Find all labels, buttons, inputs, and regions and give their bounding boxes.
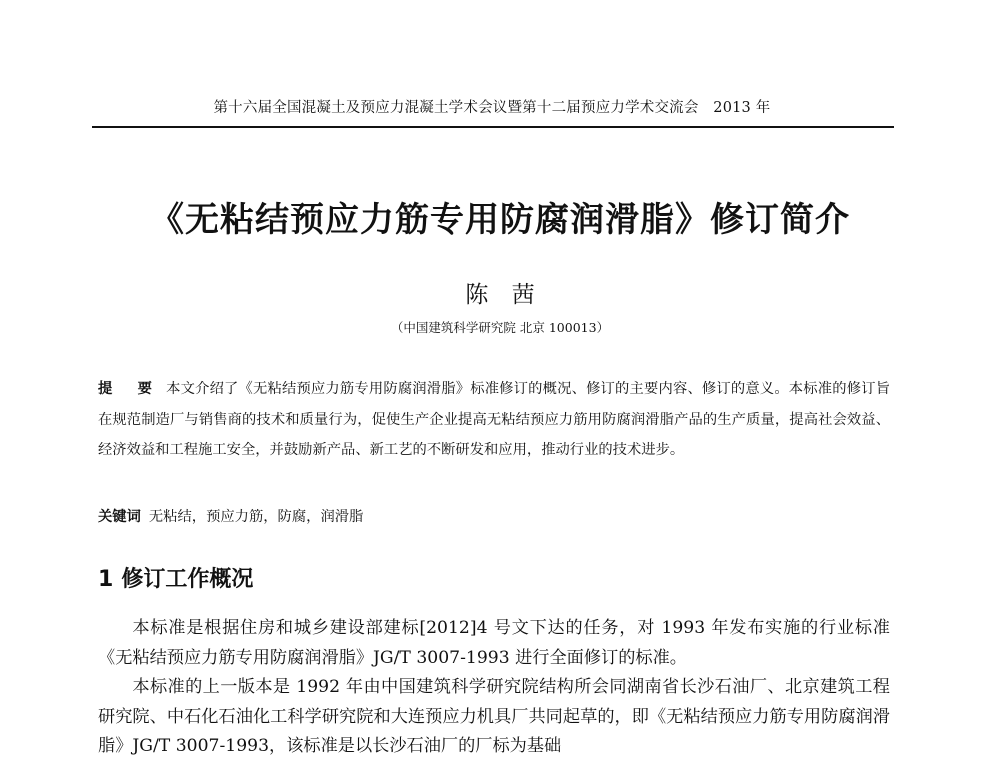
body-text xyxy=(98,614,890,761)
header-rule xyxy=(92,126,894,128)
keywords-text: 无粘结，预应力筋，防腐，润滑脂 xyxy=(148,509,364,525)
abstract-label: 提 要 xyxy=(98,381,163,397)
body-paragraph: 本标准是根据住房和城乡建设部建标[2012]4 号文下达的任务，对 1993 年发布实施的行业标准《无粘结预应力筋专用防腐润滑脂》JG/T 3007-1993 进行全面修订的标准。 xyxy=(98,618,890,668)
abstract-text: 本文介绍了《无粘结预应力筋专用防腐润滑脂》标准修订的概况、修订的主要内容、修订的意义。本标准的修订旨在规范制造厂与销售商的技术和质量行为，促使生产企业提高无粘结预应力筋用防腐润滑脂产品的生产质量，提高社会效益、经济效益和工程施工安全，并鼓励新产品、新工艺的不断研发和应用，推动行业的技术进步。 xyxy=(98,381,890,458)
section-heading xyxy=(98,562,253,593)
paper-title: 《无粘结预应力筋专用防腐润滑脂》修订简介 xyxy=(150,200,850,240)
section-number: 1 xyxy=(98,567,114,592)
running-header: 第十六届全国混凝土及预应力混凝土学术会议暨第十二届预应力学术交流会 2013 年 xyxy=(213,100,771,116)
keywords-block xyxy=(98,502,890,532)
section-title: 修订工作概况 xyxy=(121,567,254,592)
author-affiliation: （中国建筑科学研究院 北京 100013） xyxy=(390,320,610,335)
author-name: 陈 茜 xyxy=(465,282,543,308)
body-paragraph: 本标准的上一版本是 1992 年由中国建筑科学研究院结构所会同湖南省长沙石油厂、北京建筑工程研究院、中石化石油化工科学研究院和大连预应力机具厂共同起草的，即《无粘结预应力筋专用防腐润滑脂》JG/T 3007-1993，该标准是以长沙石油厂的厂标为基础 xyxy=(98,677,890,756)
abstract-block xyxy=(98,374,890,466)
keywords-label: 关键词 xyxy=(98,509,141,525)
